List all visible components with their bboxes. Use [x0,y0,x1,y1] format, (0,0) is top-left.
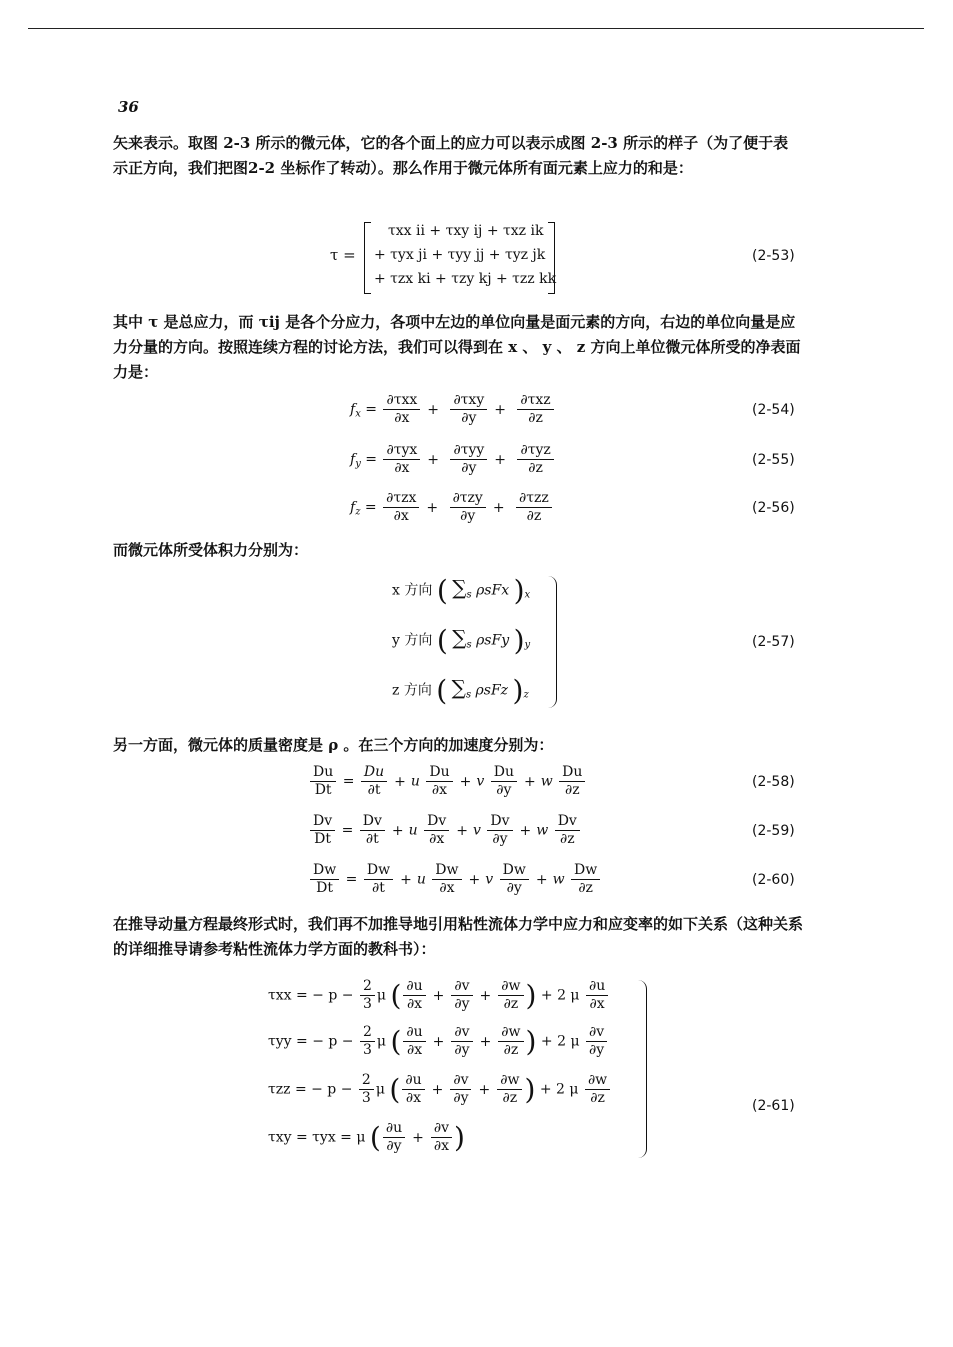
eq56-number: (2-56) [752,500,795,516]
eq57-row3: z 方向 ( $\sum_s$ ρsFz )$_z$ [392,674,529,707]
eq55-number: (2-55) [752,452,795,468]
eq54-number: (2-54) [752,402,795,418]
top-rule [28,28,924,29]
paragraph-2: 其中 τ 是总应力，而 τij 是各个分应力，各项中左边的单位向量是面元素的方向，右边的单位向量是应力分量的方向。按照连续方程的讨论方法，我们可以得到在 x 、 y 、 z 方向上单位微元体所受的净表面力是： [113,313,801,381]
eq58-number: (2-58) [752,774,795,790]
eq57-row2: y 方向 ( $\sum_s$ ρsFy )$_y$ [392,624,531,657]
eq53-row1: τxx ii + τxy ij + τxz ik [388,223,544,239]
paragraph-3: 而微元体所受体积力分别为： [113,541,309,559]
page-number: 36 [118,98,139,116]
eq56: $f_z$ = $\frac{\text{∂τzx}}{\partial x}$ + $\frac{\text{∂τzy}}{\partial y}$ + $\frac{\text{∂τzz}}{\partial z}$ [350,490,554,525]
eq61-line4: τxy = τyx = μ ( $\frac{\partial u}{\partial y}$ + $\frac{\partial v}{\partial x}$ ) [268,1120,465,1154]
eq60-number: (2-60) [752,872,795,888]
eq53-lhs: τ = [330,246,356,264]
eq53-number: (2-53) [752,248,795,264]
eq57-number: (2-57) [752,634,795,650]
eq61-line3: τzz = − p − $\frac{2}{3}$ μ ( $\frac{\partial u}{\partial x}$ + $\frac{\partial v}{\partial y}$ + $\frac{\partial w}{\partial z}$ ) + 2 μ $\frac{\partial w}{\partial z}$ [268,1072,612,1107]
eq59-number: (2-59) [752,823,795,839]
eq61-number: (2-61) [752,1098,795,1114]
eq59: $\frac{Dv}{Dt}$ = $\frac{Dv}{\partial t}$ + u $\frac{Dv}{\partial x}$ + v $\frac{Dv}{\partial y}$ + w $\frac{Dv}{\partial z}$ [308,813,582,848]
eq58: $\frac{Du}{Dt}$ = $\frac{Du}{\partial t}$ + u $\frac{Du}{\partial x}$ + v $\frac{Du}{\partial y}$ + w $\frac{Du}{\partial z}$ [308,764,587,799]
eq61-line1: τxx = − p − $\frac{2}{3}$ μ ( $\frac{\partial u}{\partial x}$ + $\frac{\partial v}{\partial y}$ + $\frac{\partial w}{\partial z}$ ) + 2 μ $\frac{\partial u}{\partial x}$ [268,978,610,1013]
eq60: $\frac{Dw}{Dt}$ = $\frac{Dw}{\partial t}$ + u $\frac{Dw}{\partial x}$ + v $\frac{Dw}{\partial y}$ + w $\frac{Dw}{\partial z}$ [308,862,602,897]
eq57-row1: x 方向 ( $\sum_s$ ρsFx )$_x$ [392,574,531,607]
eq61-line2: τyy = − p − $\frac{2}{3}$ μ ( $\frac{\partial u}{\partial x}$ + $\frac{\partial v}{\partial y}$ + $\frac{\partial w}{\partial z}$ ) + 2 μ $\frac{\partial v}{\partial y}$ [268,1024,609,1059]
eq61-brace [638,980,647,1158]
paragraph-1: 矢来表示。取图 2-3 所示的微元体，它的各个面上的应力可以表示成图 2-3 所示的样子（为了便于表示正方向，我们把图2-2 坐标作了转动）。那么作用于微元体所有面元素上应力的和是： [113,134,789,177]
eq55: $f_y$ = $\frac{\text{∂τyx}}{\partial x}$ + $\frac{\text{∂τyy}}{\partial y}$ + $\frac{\text{∂τyz}}{\partial z}$ [350,442,556,477]
eq53-bracket-left [364,222,371,294]
paragraph-4: 另一方面，微元体的质量密度是 ρ 。在三个方向的加速度分别为： [113,736,554,754]
paragraph-5: 在推导动量方程最终形式时，我们再不加推导地引用粘性流体力学中应力和应变率的如下关系（这种关系的详细推导请参考粘性流体力学方面的教科书）： [113,915,804,958]
eq54: $f_x$ = $\frac{\text{∂τxx}}{\partial x}$ + $\frac{\text{∂τxy}}{\partial y}$ + $\frac{\text{∂τxz}}{\partial z}$ [350,392,556,427]
eq53-row2: + τyx ji + τyy jj + τyz jk [374,247,546,263]
eq53-row3: + τzx ki + τzy kj + τzz kk [374,271,557,287]
eq57-brace [548,576,557,708]
